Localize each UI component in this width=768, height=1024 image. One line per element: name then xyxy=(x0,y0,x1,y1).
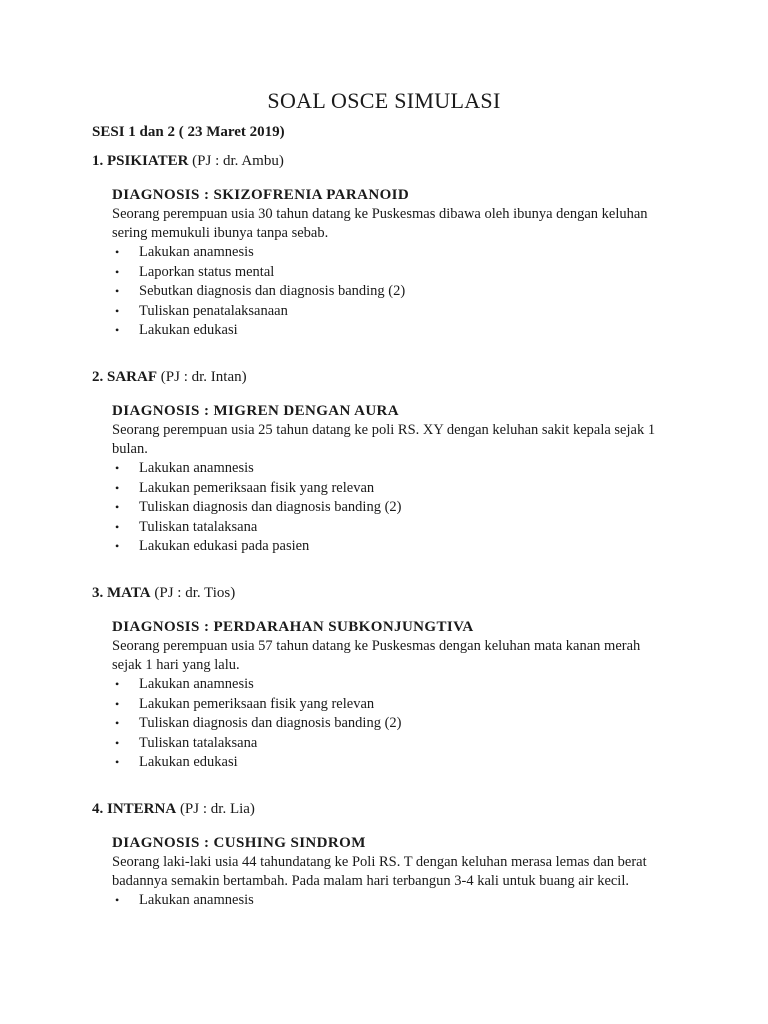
task-text: Lakukan anamnesis xyxy=(139,244,254,260)
bullet-icon: • xyxy=(115,696,120,711)
task-text: Lakukan edukasi xyxy=(139,754,238,770)
section-pj: (PJ : dr. Intan) xyxy=(157,369,247,385)
task-text: Tuliskan tatalaksana xyxy=(139,734,258,751)
diagnosis-title: DIAGNOSIS : PERDARAHAN SUBKONJUNGTIVA xyxy=(112,619,474,635)
task-item xyxy=(112,479,692,499)
task-item xyxy=(112,891,692,911)
section-heading xyxy=(92,151,692,171)
bullet-icon: • xyxy=(115,284,120,298)
section-title: 1. PSIKIATER xyxy=(92,153,189,169)
task-list xyxy=(112,459,692,557)
section-interna xyxy=(92,799,692,911)
case-description: Seorang perempuan usia 30 tahun datang ke Puskesmas dibawa oleh ibunya dengan keluhan sering memukuli ibunya tanpa sebab. xyxy=(112,206,648,241)
task-text: Tuliskan tatalaksana xyxy=(139,518,258,535)
task-item xyxy=(112,753,692,773)
diagnosis-title: DIAGNOSIS : CUSHING SINDROM xyxy=(112,835,366,851)
task-item xyxy=(112,321,692,341)
section-pj: (PJ : dr. Tios) xyxy=(150,585,236,601)
task-list xyxy=(112,891,692,911)
task-item xyxy=(112,498,692,518)
task-text: Lakukan pemeriksaan fisik yang relevan xyxy=(139,479,375,496)
task-text: Tuliskan diagnosis dan diagnosis banding (2) xyxy=(139,499,402,515)
bullet-icon: • xyxy=(115,735,120,750)
task-item xyxy=(112,695,692,715)
task-list xyxy=(112,243,692,341)
page-title: SOAL OSCE SIMULASI xyxy=(267,88,501,113)
bullet-icon: • xyxy=(115,677,120,691)
bullet-icon: • xyxy=(115,264,120,279)
bullet-icon: • xyxy=(115,303,120,318)
task-item xyxy=(112,714,692,734)
task-text: Lakukan edukasi xyxy=(139,322,238,338)
bullet-icon: • xyxy=(115,539,120,553)
section-pj: (PJ : dr. Lia) xyxy=(176,801,255,817)
section-title: 3. MATA xyxy=(92,585,151,601)
case-description: Seorang perempuan usia 25 tahun datang ke poli RS. XY dengan keluhan sakit kepala sejak 1 bulan. xyxy=(112,422,656,457)
bullet-icon: • xyxy=(115,480,120,495)
task-item xyxy=(112,537,692,557)
task-text: Tuliskan penatalaksanaan xyxy=(139,302,288,319)
section-heading xyxy=(92,799,692,819)
task-text: Tuliskan diagnosis dan diagnosis banding (2) xyxy=(139,715,402,731)
task-item xyxy=(112,518,692,538)
task-text: Lakukan edukasi pada pasien xyxy=(139,538,310,554)
case-description: Seorang perempuan usia 57 tahun datang ke Puskesmas dengan keluhan mata kanan merah sejak 1 hari yang lalu. xyxy=(112,638,641,673)
section-psikiater xyxy=(92,151,692,341)
section-saraf xyxy=(92,367,692,557)
section-title: 4. INTERNA xyxy=(92,801,177,817)
task-text: Lakukan anamnesis xyxy=(139,892,254,908)
task-item xyxy=(112,302,692,322)
task-text: Lakukan anamnesis xyxy=(139,676,254,692)
task-text: Laporkan status mental xyxy=(139,263,275,280)
bullet-icon: • xyxy=(115,716,120,730)
bullet-icon: • xyxy=(115,755,120,769)
task-item xyxy=(112,734,692,754)
bullet-icon: • xyxy=(115,245,120,259)
bullet-icon: • xyxy=(115,461,120,475)
diagnosis-title: DIAGNOSIS : MIGREN DENGAN AURA xyxy=(112,403,400,419)
task-item xyxy=(112,243,692,263)
task-text: Sebutkan diagnosis dan diagnosis banding (2) xyxy=(139,283,406,299)
task-item xyxy=(112,282,692,302)
section-pj: (PJ : dr. Ambu) xyxy=(188,153,284,169)
session-heading: SESI 1 dan 2 ( 23 Maret 2019) xyxy=(92,124,285,140)
task-item xyxy=(112,459,692,479)
task-text: Lakukan pemeriksaan fisik yang relevan xyxy=(139,695,375,712)
section-title: 2. SARAF xyxy=(92,369,158,385)
task-text: Lakukan anamnesis xyxy=(139,460,254,476)
section-mata xyxy=(92,583,692,773)
bullet-icon: • xyxy=(115,500,120,514)
task-list xyxy=(112,675,692,773)
task-item xyxy=(112,263,692,283)
bullet-icon: • xyxy=(115,519,120,534)
bullet-icon: • xyxy=(115,893,120,907)
task-item xyxy=(112,675,692,695)
section-heading xyxy=(92,367,692,387)
diagnosis-title: DIAGNOSIS : SKIZOFRENIA PARANOID xyxy=(112,187,410,203)
section-heading xyxy=(92,583,692,603)
case-description: Seorang laki-laki usia 44 tahundatang ke Poli RS. T dengan keluhan merasa lemas dan berat badannya semakin bertambah. Pada malam hari terbangun 3-4 kali untuk buang air kecil. xyxy=(112,854,647,889)
bullet-icon: • xyxy=(115,323,120,337)
